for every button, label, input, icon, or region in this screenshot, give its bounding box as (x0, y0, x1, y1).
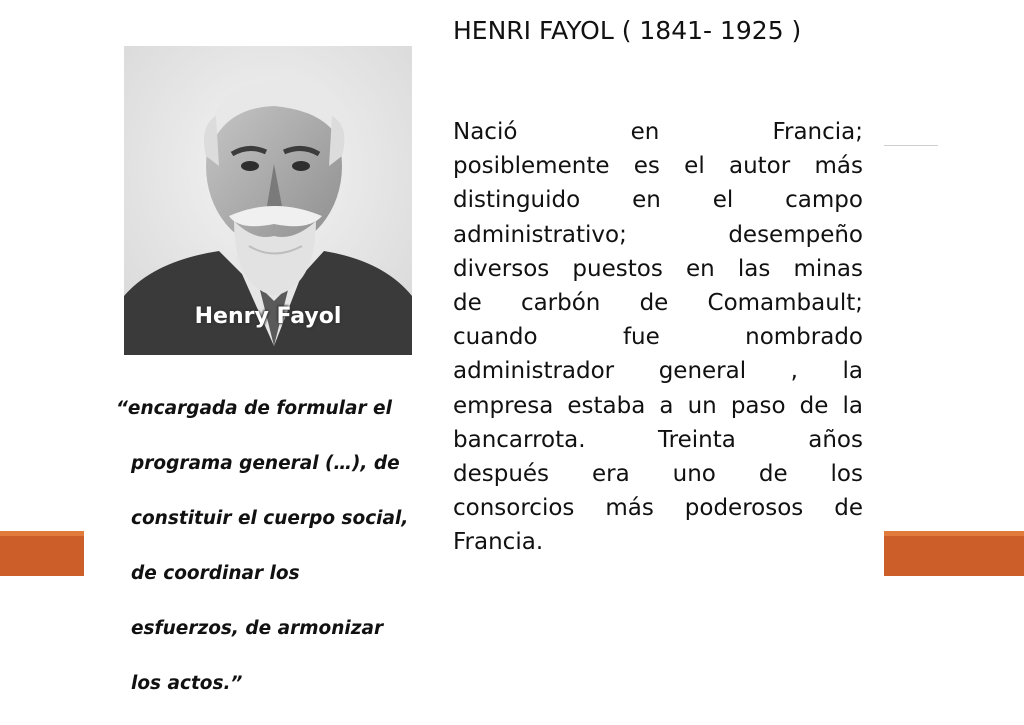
body-word: fue (622, 324, 660, 351)
body-line (453, 491, 863, 525)
body-word: Francia. (453, 529, 544, 556)
body-word: más (814, 153, 863, 180)
body-line (453, 218, 863, 252)
body-word: nombrado (745, 324, 863, 351)
body-word: general (658, 358, 747, 385)
body-word: en (685, 255, 715, 282)
body-line (453, 149, 863, 183)
accent-bar-left (0, 531, 84, 576)
body-word: distinguido (453, 187, 581, 214)
body-word: era (592, 460, 630, 487)
body-word: la (842, 358, 863, 385)
body-word: posiblemente (453, 153, 610, 180)
body-word: bancarrota. (453, 426, 586, 453)
body-word: de (639, 289, 669, 316)
body-word: administrativo; (453, 221, 627, 248)
body-word: puestos (572, 255, 663, 282)
body-word: más (605, 495, 654, 522)
portrait-caption: Henry Fayol (194, 304, 342, 329)
body-word: , (790, 358, 798, 385)
body-word: el (712, 187, 734, 214)
body-word: minas (793, 255, 863, 282)
body-word: Nació (453, 119, 518, 145)
body-word: un (687, 392, 717, 419)
body-line (453, 457, 863, 491)
body-word: administrador (453, 358, 615, 385)
body-word: después (453, 460, 550, 487)
quote-line: programa general (…), de (131, 452, 400, 474)
body-line (453, 525, 863, 559)
body-word: diversos (453, 255, 550, 282)
body-word: desempeño (728, 221, 863, 248)
body-word: la (842, 392, 863, 419)
body-word: consorcios (453, 495, 575, 522)
quote-line: de coordinar los (131, 562, 300, 584)
quote-line: los actos.” (131, 672, 243, 694)
body-line (453, 183, 863, 217)
quote-line: “encargada de formular el (116, 397, 392, 419)
body-line (453, 320, 863, 354)
portrait-photo (124, 46, 412, 355)
body-word: paso (730, 392, 786, 419)
body-line (453, 115, 863, 149)
body-line (453, 423, 863, 457)
body-word: en (630, 119, 660, 145)
body-word: el (684, 153, 705, 180)
quote-line: esfuerzos, de armonizar (131, 617, 384, 639)
body-word: es (633, 153, 660, 180)
body-word: en (632, 187, 661, 214)
body-word: campo (785, 187, 863, 214)
quote-text (116, 367, 446, 725)
body-word: los (830, 460, 863, 487)
quote-line: constituir el cuerpo social, (131, 507, 409, 529)
body-line (453, 354, 863, 388)
body-word: años (808, 426, 863, 453)
body-word: de (834, 495, 863, 522)
body-line (453, 389, 863, 423)
body-word: a (659, 392, 674, 419)
body-word: carbón (520, 289, 601, 316)
body-word: de (799, 392, 829, 419)
body-word: de (453, 289, 482, 316)
body-word: estaba (567, 392, 646, 419)
body-word: empresa (453, 392, 554, 419)
accent-bar-right (884, 531, 1024, 576)
body-word: Francia; (772, 119, 863, 145)
body-word: cuando (453, 324, 538, 351)
body-word: uno (672, 460, 716, 487)
body-word: Comambault; (707, 289, 863, 316)
body-word: poderosos (684, 495, 804, 522)
slide-title: HENRI FAYOL ( 1841- 1925 ) (453, 16, 802, 45)
body-word: autor (728, 153, 791, 180)
biography-paragraph (453, 115, 863, 559)
body-word: de (758, 460, 788, 487)
body-word: Treinta (657, 426, 736, 453)
body-line (453, 286, 863, 320)
divider-line (884, 145, 938, 146)
body-line (453, 252, 863, 286)
body-word: las (737, 255, 771, 282)
